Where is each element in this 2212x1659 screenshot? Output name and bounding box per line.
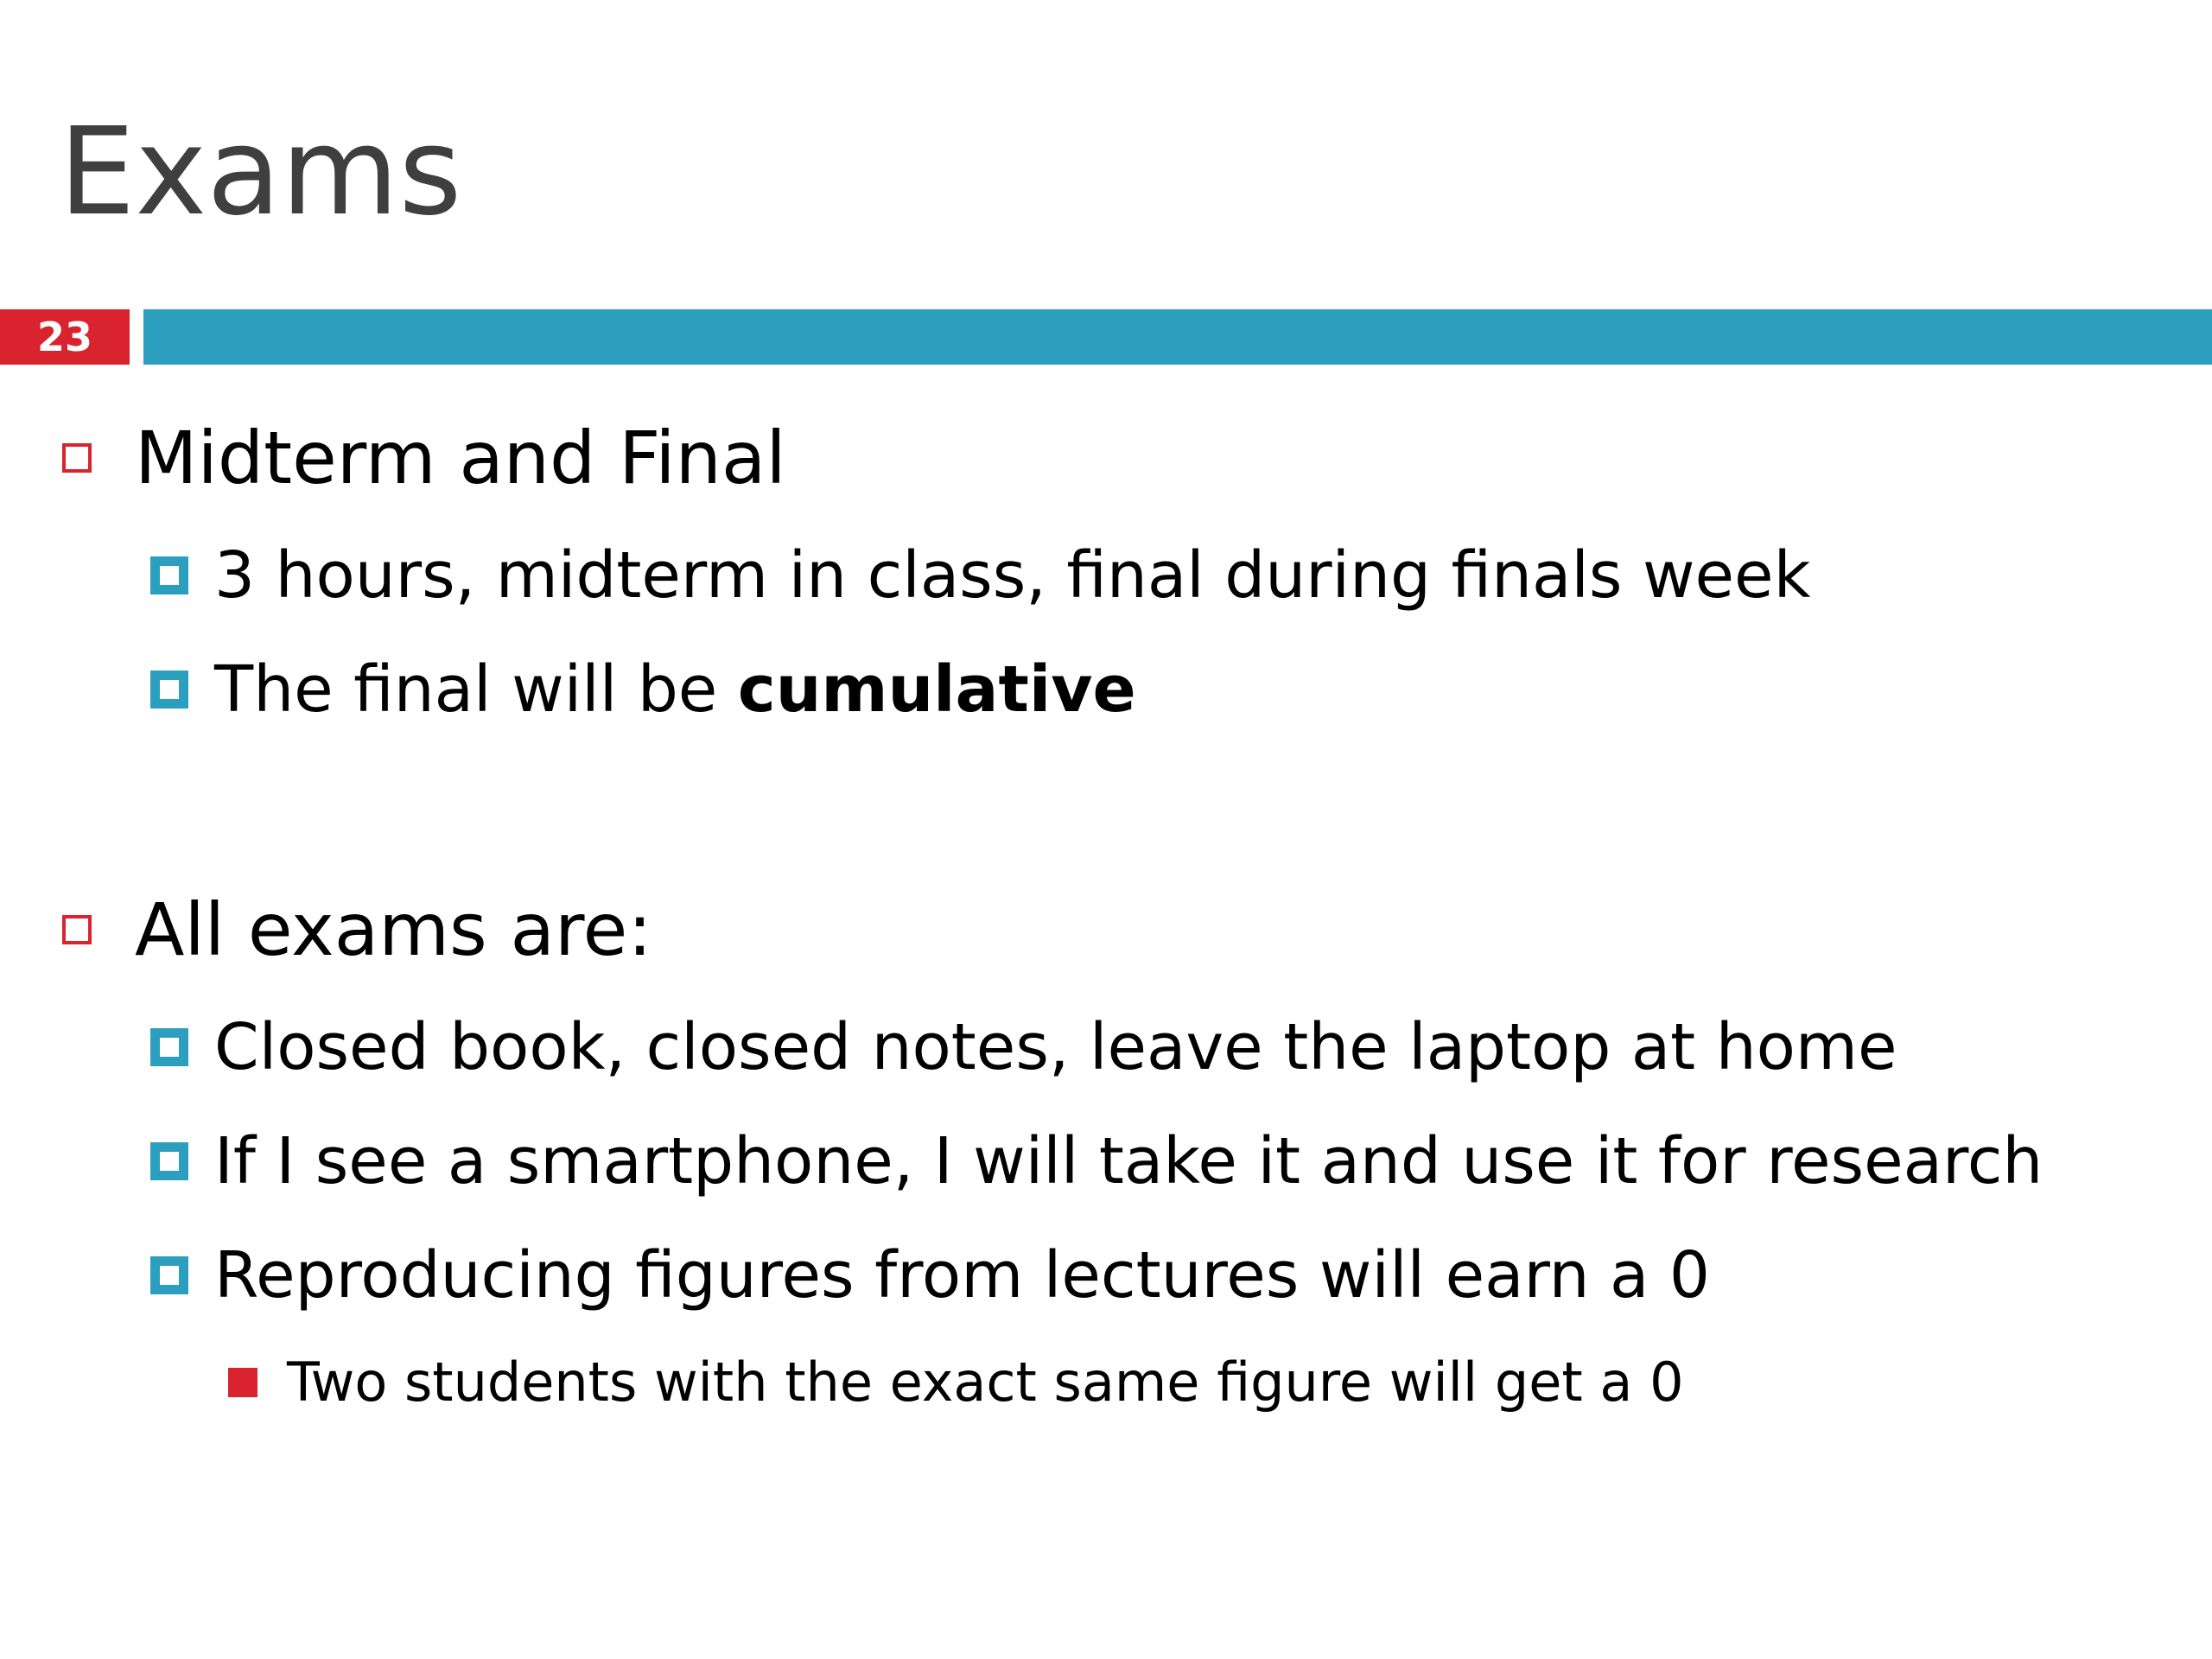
hollow-square-bullet-icon — [62, 915, 92, 944]
sub-bullet-text: If I see a smartphone, I will take it and use it for research — [214, 1124, 2044, 1198]
hollow-square-bullet-icon — [62, 443, 92, 473]
sub-bullet-text: Reproducing figures from lectures will earn a 0 — [214, 1238, 1710, 1313]
sub-bullet-text — [214, 648, 1136, 731]
sub-bullet-text-regular: The final will be — [214, 652, 738, 727]
title-divider-bar — [143, 309, 2212, 365]
sub-bullet-final-cumulative — [150, 648, 1136, 731]
blue-square-bullet-icon — [150, 1028, 188, 1066]
sub-sub-bullet-same-figure — [228, 1348, 1684, 1417]
sub-sub-bullet-text: Two students with the exact same figure will get a 0 — [287, 1351, 1684, 1414]
slide-number-badge: 23 — [0, 309, 130, 365]
bullet-midterm-final — [62, 413, 786, 503]
sub-bullet-smartphone — [150, 1120, 2043, 1203]
blue-square-bullet-icon — [150, 556, 188, 594]
red-square-bullet-icon — [228, 1368, 257, 1397]
sub-bullet-closed-book — [150, 1006, 1897, 1089]
sub-bullet-exam-duration — [150, 534, 1810, 617]
bullet-text: All exams are: — [135, 887, 652, 972]
sub-bullet-reproducing-figures — [150, 1234, 1710, 1317]
bullet-text: Midterm and Final — [135, 416, 786, 500]
bullet-all-exams — [62, 885, 652, 975]
blue-square-bullet-icon — [150, 1256, 188, 1294]
blue-square-bullet-icon — [150, 1142, 188, 1180]
sub-bullet-text: Closed book, closed notes, leave the laptop at home — [214, 1010, 1897, 1084]
emphasis-cumulative: cumulative — [737, 652, 1136, 727]
slide-title: Exams — [59, 102, 462, 243]
sub-bullet-text: 3 hours, midterm in class, final during finals week — [214, 538, 1811, 613]
blue-square-bullet-icon — [150, 671, 188, 709]
